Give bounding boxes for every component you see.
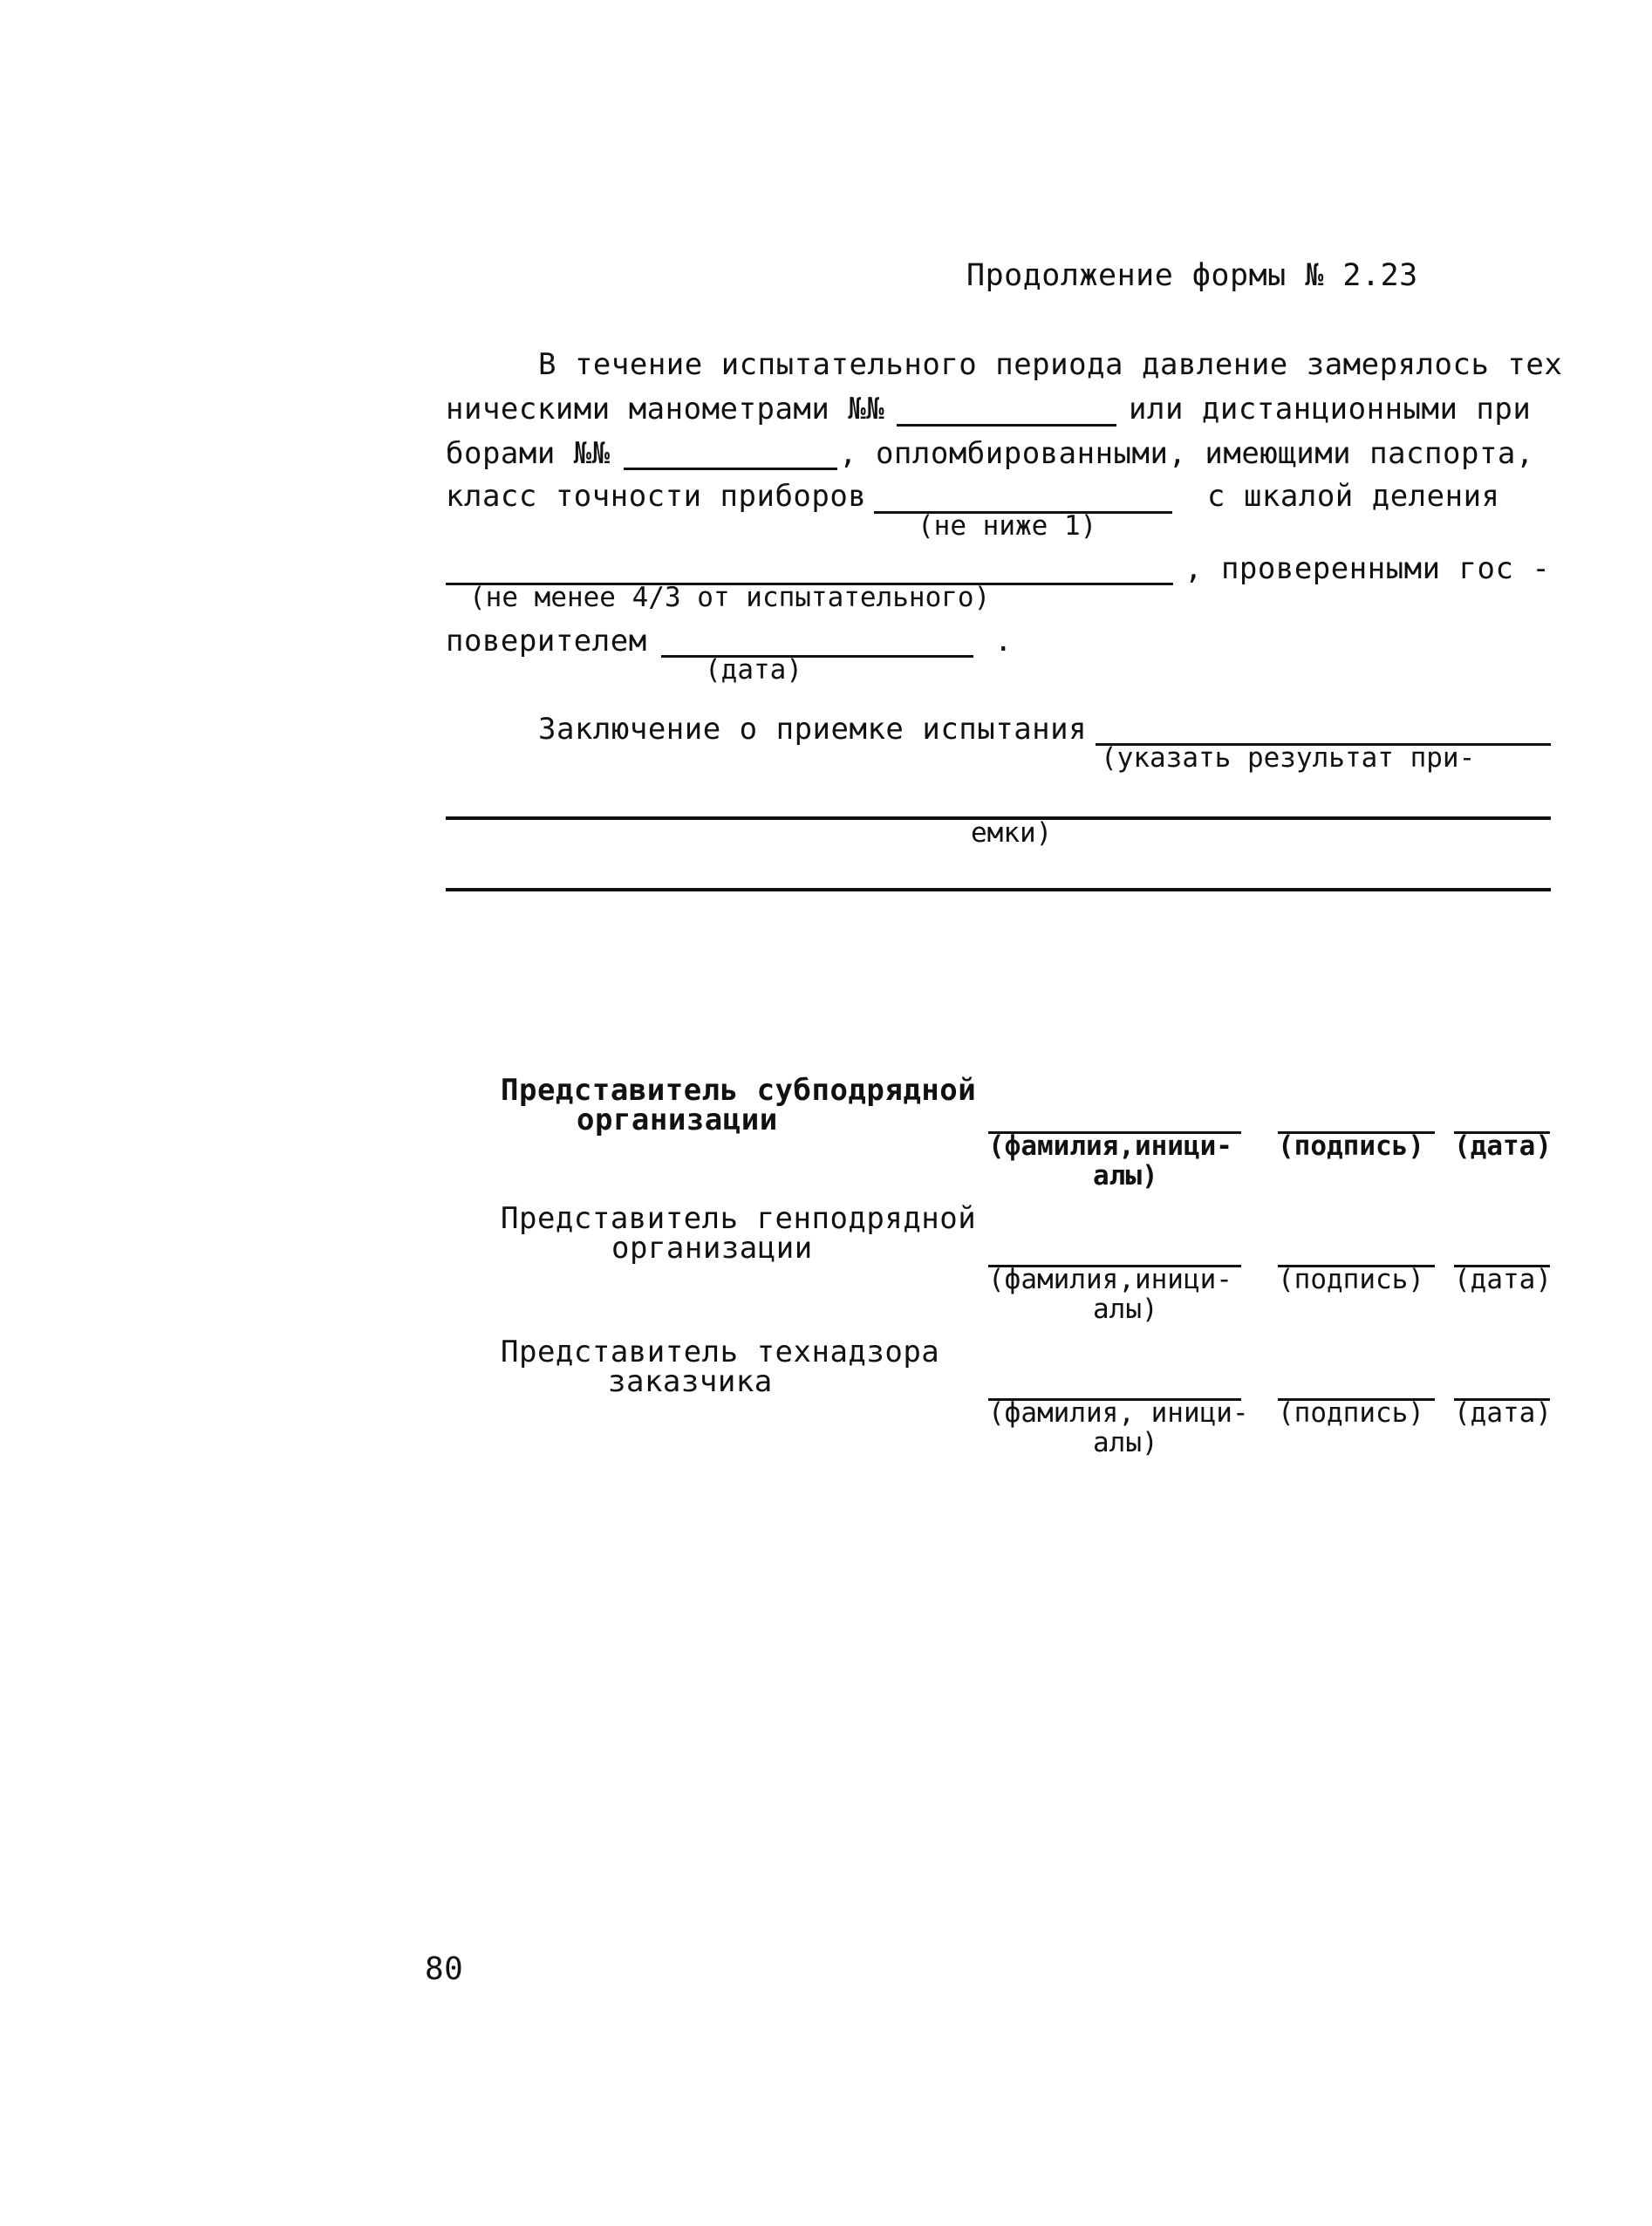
conclusion-label: Заключение о приемке испытания xyxy=(538,712,1088,747)
conclusion-caption-2: емки) xyxy=(971,817,1053,849)
page-number: 80 xyxy=(425,1951,464,1987)
verification-date-caption: (дата) xyxy=(705,654,802,686)
conclusion-caption-1: (указать результат при- xyxy=(1101,742,1476,774)
signatory-1-name-caption-2: алы) xyxy=(1093,1160,1158,1192)
signatory-2-name-caption-2: алы) xyxy=(1093,1294,1158,1325)
conclusion-line-3[interactable] xyxy=(446,888,1551,891)
signatory-2-name-caption: (фамилия,иници- xyxy=(988,1264,1232,1295)
signatory-3-role-line-1: Представитель технадзора xyxy=(501,1335,940,1369)
signatory-3-role-line-2: заказчика xyxy=(608,1364,773,1399)
body-line-6-dot: . xyxy=(994,624,1013,659)
manometer-numbers-field[interactable] xyxy=(897,424,1116,427)
scale-division-caption: (не менее 4/3 от испытательного) xyxy=(469,582,991,613)
signatory-3-date-caption: (дата) xyxy=(1454,1397,1552,1429)
body-line-1: В течение испытательного периода давление замерялось тех xyxy=(538,347,1563,382)
body-line-5-end: , проверенными гос - xyxy=(1184,551,1551,586)
signatory-3-name-caption: (фамилия, иници- xyxy=(988,1397,1249,1429)
accuracy-class-caption: (не ниже 1) xyxy=(918,510,1097,542)
body-line-4-end: с шкалой деления xyxy=(1207,479,1500,514)
signatory-3-sign-caption: (подпись) xyxy=(1278,1397,1424,1429)
body-line-2-start: ническими манометрами №№ xyxy=(446,392,885,427)
signatory-1-role-line-1: Представитель субподрядной xyxy=(501,1073,977,1108)
body-line-3-end: , опломбированными, имеющими паспорта, xyxy=(839,436,1534,471)
signatory-2-role-line-1: Представитель генподрядной xyxy=(501,1201,977,1236)
signatory-2-role-line-2: организации xyxy=(611,1231,813,1266)
signatory-1-date-caption: (дата) xyxy=(1454,1130,1552,1162)
body-line-4-start: класс точности приборов xyxy=(446,479,867,514)
signatory-2-sign-caption: (подпись) xyxy=(1278,1264,1424,1295)
body-line-6-start: поверителем xyxy=(446,624,647,659)
form-continuation-title: Продолжение формы № 2.23 xyxy=(966,258,1418,293)
remote-device-numbers-field[interactable] xyxy=(624,468,837,470)
signatory-2-date-caption: (дата) xyxy=(1454,1264,1552,1295)
signatory-3-name-caption-2: алы) xyxy=(1093,1427,1158,1458)
body-line-3-start: борами №№ xyxy=(446,436,611,471)
signatory-1-name-caption: (фамилия,иници- xyxy=(988,1130,1232,1162)
signatory-1-sign-caption: (подпись) xyxy=(1278,1130,1424,1162)
body-line-2-end: или дистанционными при xyxy=(1129,392,1532,427)
signatory-1-role-line-2: организации xyxy=(577,1103,778,1137)
